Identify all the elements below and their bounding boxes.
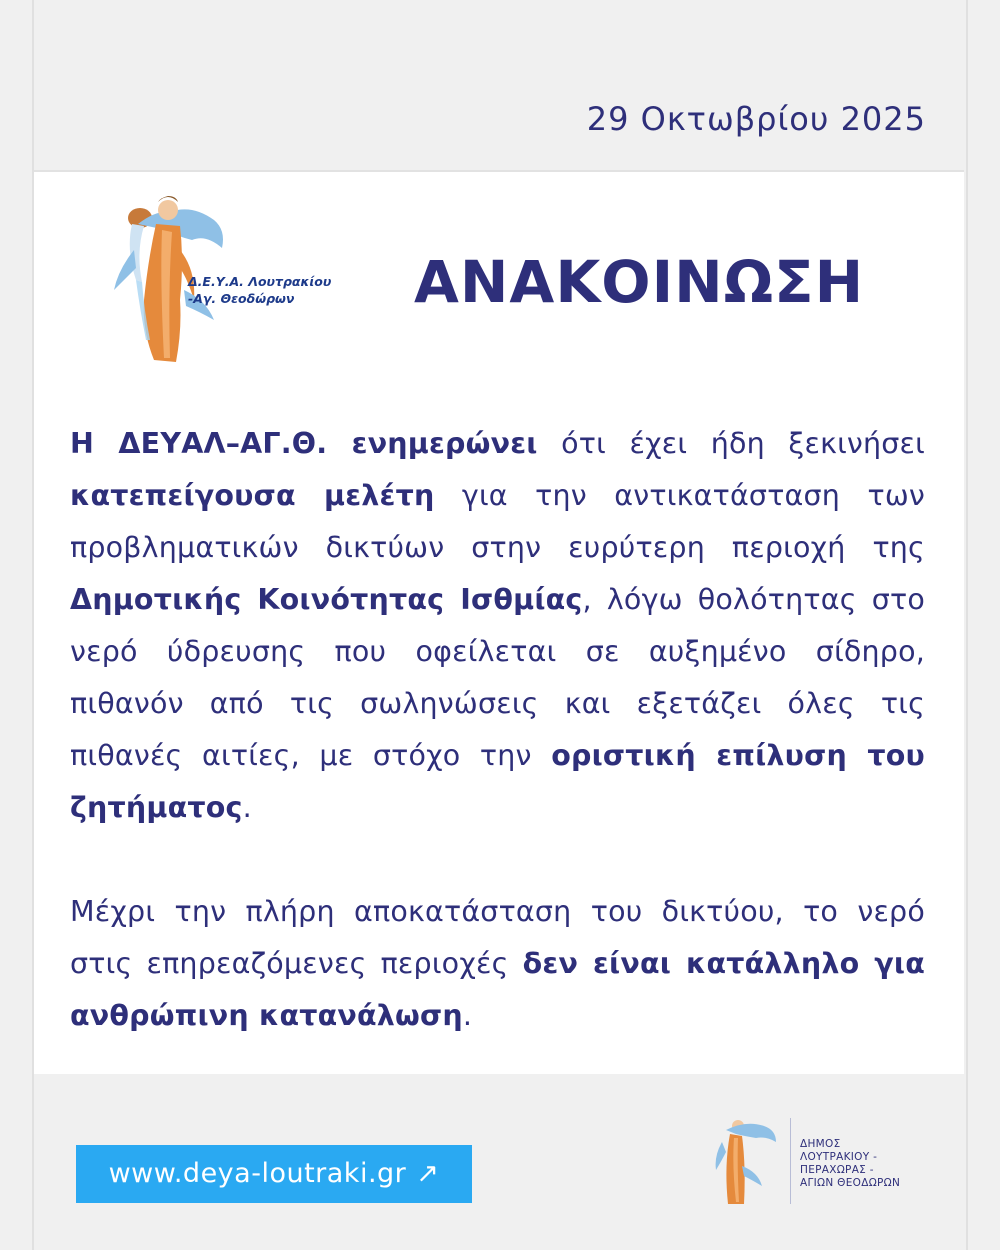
text-regular: Μέχρι την πλήρη αποκατάσταση του δικτύου, το νερό στις επηρεαζόμενες περιοχές xyxy=(70,895,925,980)
text-regular: ότι έχει ήδη ξεκινήσει xyxy=(537,427,926,460)
text-bold: Η ΔΕΥΑΛ–ΑΓ.Θ. ενημερώνει xyxy=(70,427,538,460)
text-bold: κατεπείγουσα μελέτη xyxy=(70,479,435,512)
announcement-date: 29 Οκτωβρίου 2025 xyxy=(586,100,926,138)
text-regular: . xyxy=(462,999,473,1032)
text-regular: , λόγω θολότητας στο νερό ύδρευσης που οφείλεται σε αυξημένο σίδηρο, πιθανόν από τις σωληνώσεις και εξετάζει όλες τις πιθανές αιτίες, με στόχο την xyxy=(70,583,925,772)
website-link-label: www.deya-loutraki.gr xyxy=(108,1158,407,1189)
municipality-line: ΛΟΥΤΡΑΚΙΟΥ - xyxy=(800,1151,878,1163)
logo-text-line1: Δ.Ε.Υ.Α. Λουτρακίου xyxy=(188,274,332,289)
text-bold: δεν είναι κατάλληλο για ανθρώπινη κατανάλωση xyxy=(70,947,925,1032)
text-regular: για την αντικατάσταση των προβληματικών δικτύων στην ευρύτερη περιοχή της xyxy=(70,479,926,564)
website-link-button[interactable] xyxy=(76,1145,472,1203)
text-regular: . xyxy=(242,791,252,824)
municipality-line: ΠΕΡΑΧΩΡΑΣ - xyxy=(800,1164,874,1176)
municipality-line: ΔΗΜΟΣ xyxy=(800,1138,841,1150)
right-frame-line xyxy=(966,0,968,1250)
text-bold: Δημοτικής Κοινότητας Ισθμίας xyxy=(70,583,583,616)
page-title: ΑΝΑΚΟΙΝΩΣΗ xyxy=(414,248,865,316)
arrow-up-right-icon: ↗ xyxy=(416,1158,440,1189)
logo-text-line2: -Αγ. Θεοδώρων xyxy=(188,291,295,306)
municipality-logo xyxy=(712,1116,784,1208)
municipality-line: ΑΓΙΩΝ ΘΕΟΔΩΡΩΝ xyxy=(800,1177,901,1189)
announcement-paragraph-1 xyxy=(70,418,925,834)
logo-text xyxy=(188,273,331,307)
municipality-name xyxy=(800,1138,900,1190)
announcement-paragraph-2 xyxy=(70,886,925,1042)
footer-divider xyxy=(790,1118,791,1204)
text-bold: οριστική επίλυση του ζητήματος xyxy=(70,739,925,824)
